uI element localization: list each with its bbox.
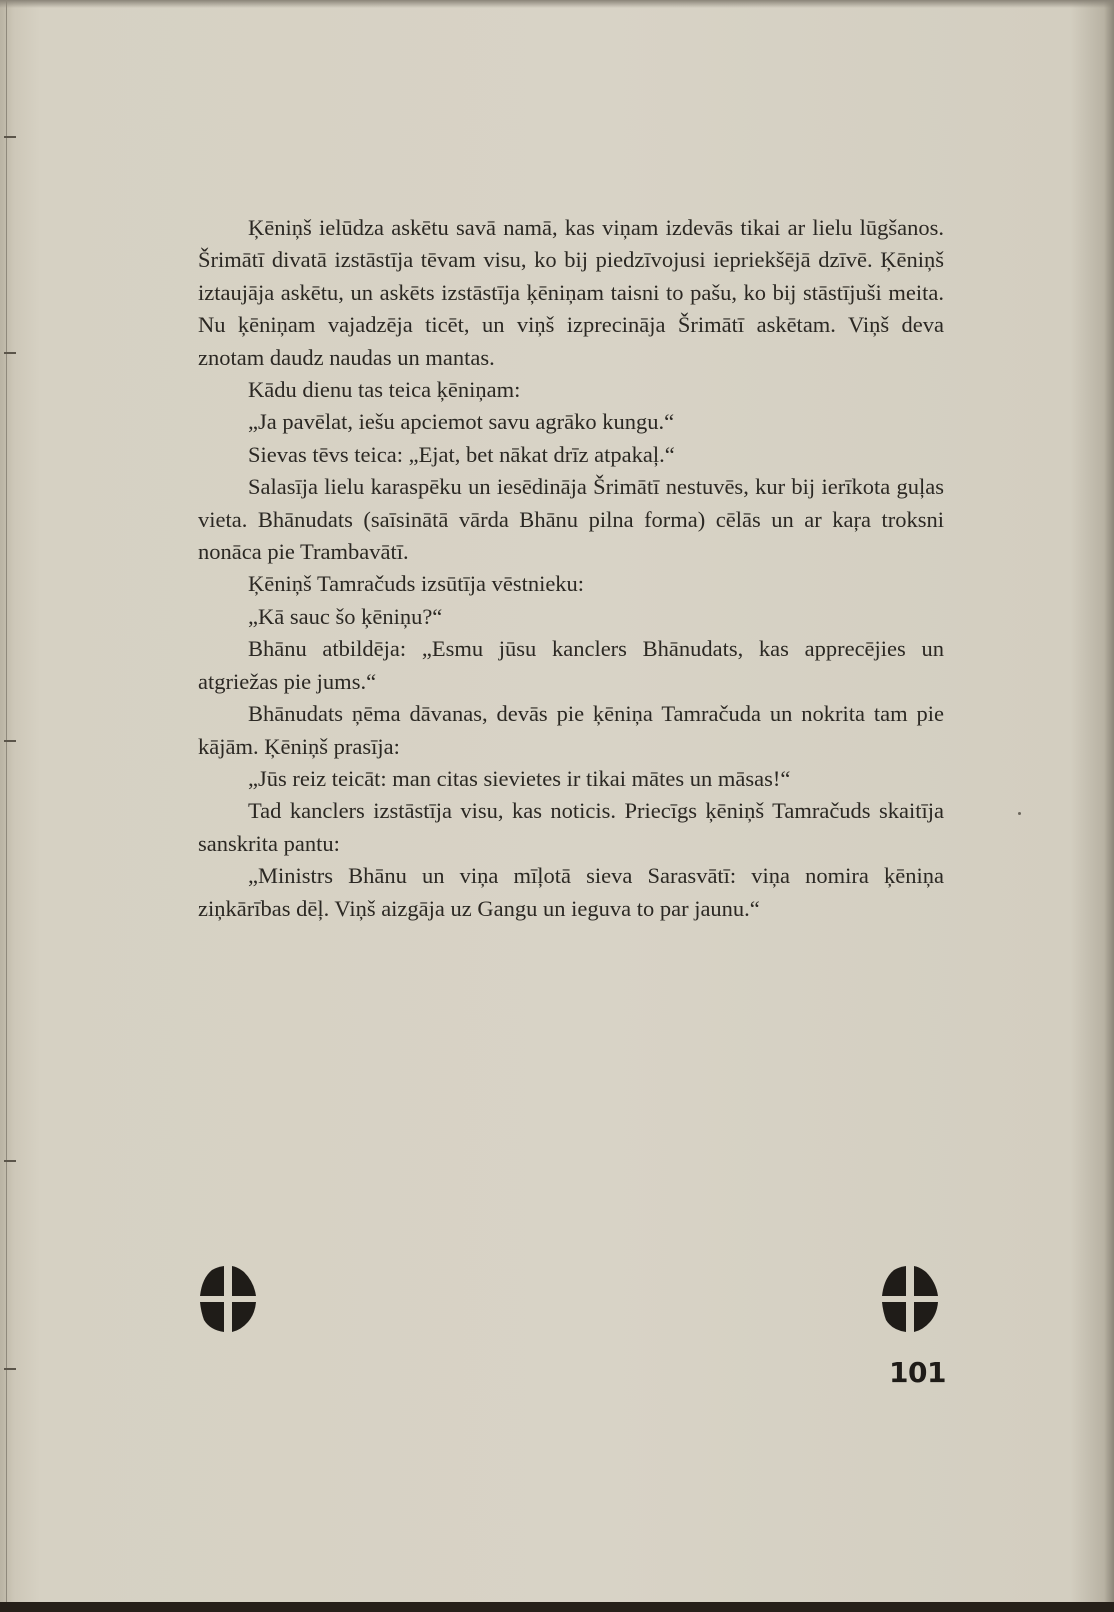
paragraph: Tad kanclers izstāstīja visu, kas noticis. Priecīgs ķēniņš Tamračuds skaitīja sanskrita pantu: — [198, 798, 944, 856]
gutter-tick — [4, 1160, 16, 1162]
gutter-tick — [4, 136, 16, 138]
gutter-line — [6, 0, 7, 1612]
paragraph: Ķēniņš Tamračuds izsūtīja vēstnieku: — [248, 571, 585, 597]
paragraph: Sievas tēvs teica: „Ejat, bet nākat drīz atpakaļ.“ — [248, 441, 675, 467]
paragraph: „Ministrs Bhānu un viņa mīļotā sieva Sarasvātī: viņa nomira ķēniņa ziņkārības dēļ. Viņš aizgāja uz Gangu un ieguva to par jaunu.“ — [198, 863, 944, 921]
binding-gutter — [4, 0, 18, 1612]
paragraph: „Kā sauc šo ķēniņu?“ — [248, 603, 443, 629]
page-bottom-edge — [0, 1602, 1114, 1612]
paragraph: Salasīja lielu karaspēku un iesēdināja Šrimātī nestuvēs, kur bij ierīkota guļas vieta. Bhānudats (saīsinātā vārda Bhānu pilna forma) cēlās un ar kaŗa troksni nonāca pie Trambavātī. — [198, 474, 944, 565]
page-top-shadow — [0, 0, 1114, 8]
paper-speck — [1018, 812, 1021, 815]
main-text — [198, 212, 944, 925]
paragraph: „Ja pavēlat, iešu apciemot savu agrāko kungu.“ — [248, 409, 675, 435]
quartered-ornament-icon — [882, 1266, 938, 1332]
paragraph: Ķēniņš ielūdza askētu savā namā, kas viņam izdevās tikai ar lielu lūgšanos. Šrimātī divatā izstāstīja tēvam visu, ko bij piedzīvojusi iepriekšējā dzīvē. Ķēniņš iztaujāja askētu, un askēts izstāstīja ķēniņam taisni to pašu, ko bij stāstījuši meita. Nu ķēniņam vajadzēja ticēt, un viņš izprecināja Šrimātī askētam. Viņš deva znotam daudz naudas un mantas. — [198, 215, 944, 370]
quartered-ornament-icon — [200, 1266, 256, 1332]
paragraph: Kādu dienu tas teica ķēniņam: — [248, 377, 521, 403]
gutter-tick — [4, 1368, 16, 1370]
paragraph: Bhānu atbildēja: „Esmu jūsu kanclers Bhānudats, kas apprecējies un atgriežas pie jums.“ — [198, 636, 944, 694]
gutter-tick — [4, 740, 16, 742]
page-number: 101 — [889, 1356, 946, 1389]
paragraph: Bhānudats ņēma dāvanas, devās pie ķēniņa Tamračuda un nokrita tam pie kājām. Ķēniņš prasīja: — [198, 701, 944, 759]
paragraph: „Jūs reiz teicāt: man citas sievietes ir tikai mātes un māsas!“ — [248, 765, 791, 791]
gutter-tick — [4, 352, 16, 354]
